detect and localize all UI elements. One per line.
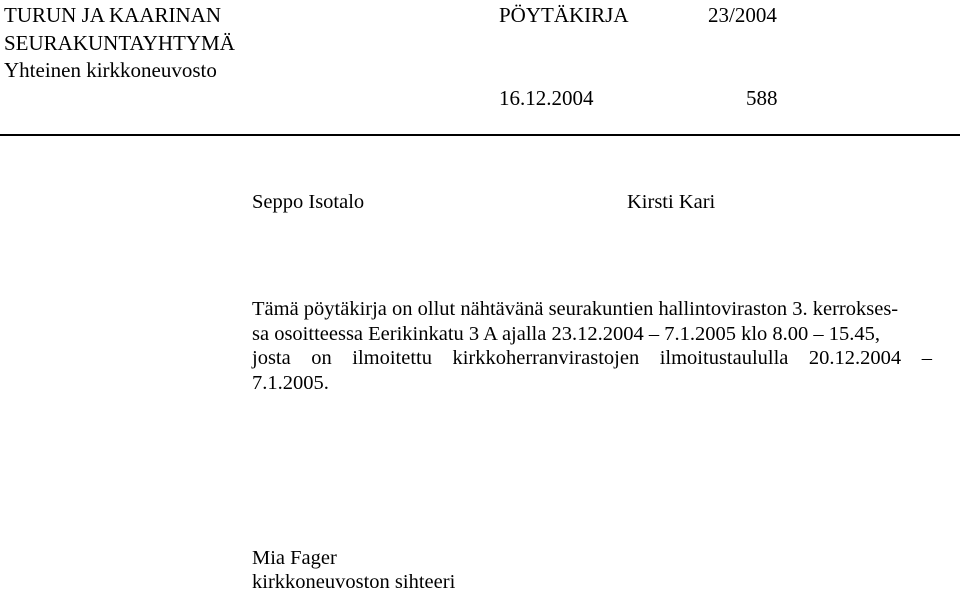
signer-left-name: Seppo Isotalo [252,191,365,213]
notice-line: sa osoitteessa Eerikinkatu 3 A ajalla 23.12.2004 – 7.1.2005 klo 8.00 – 15.45, [252,322,881,345]
notice-line: Tämä pöytäkirja on ollut nähtävänä seurakuntien hallintoviraston 3. kerrokses- [252,298,899,320]
notice-word: josta [252,347,291,369]
notice-line: 7.1.2005. [252,371,329,394]
notice-word: ilmoitustaululla [659,347,789,369]
header-divider [0,134,960,136]
organization-name-line1: TURUN JA KAARINAN [4,3,222,27]
document-type: PÖYTÄKIRJA [499,3,629,27]
signer-right-name: Kirsti Kari [627,191,716,213]
notice-word: ilmoitettu [352,347,432,369]
notice-line-justified [252,346,932,371]
notice-word: kirkkoherranvirastojen [452,347,640,369]
notice-word: 20.12.2004 [808,347,902,369]
organization-name-line2: SEURAKUNTAYHTYMÄ [4,31,235,55]
meeting-date: 16.12.2004 [499,86,594,110]
notice-word: on [311,347,332,369]
page-number: 588 [746,86,778,110]
notice-paragraph [252,297,932,395]
certifier-name: Mia Fager [252,547,337,569]
document-number: 23/2004 [708,3,777,27]
certifier-title: kirkkoneuvoston sihteeri [252,571,456,593]
organization-body: Yhteinen kirkkoneuvosto [4,58,217,82]
notice-word: – [921,347,932,369]
